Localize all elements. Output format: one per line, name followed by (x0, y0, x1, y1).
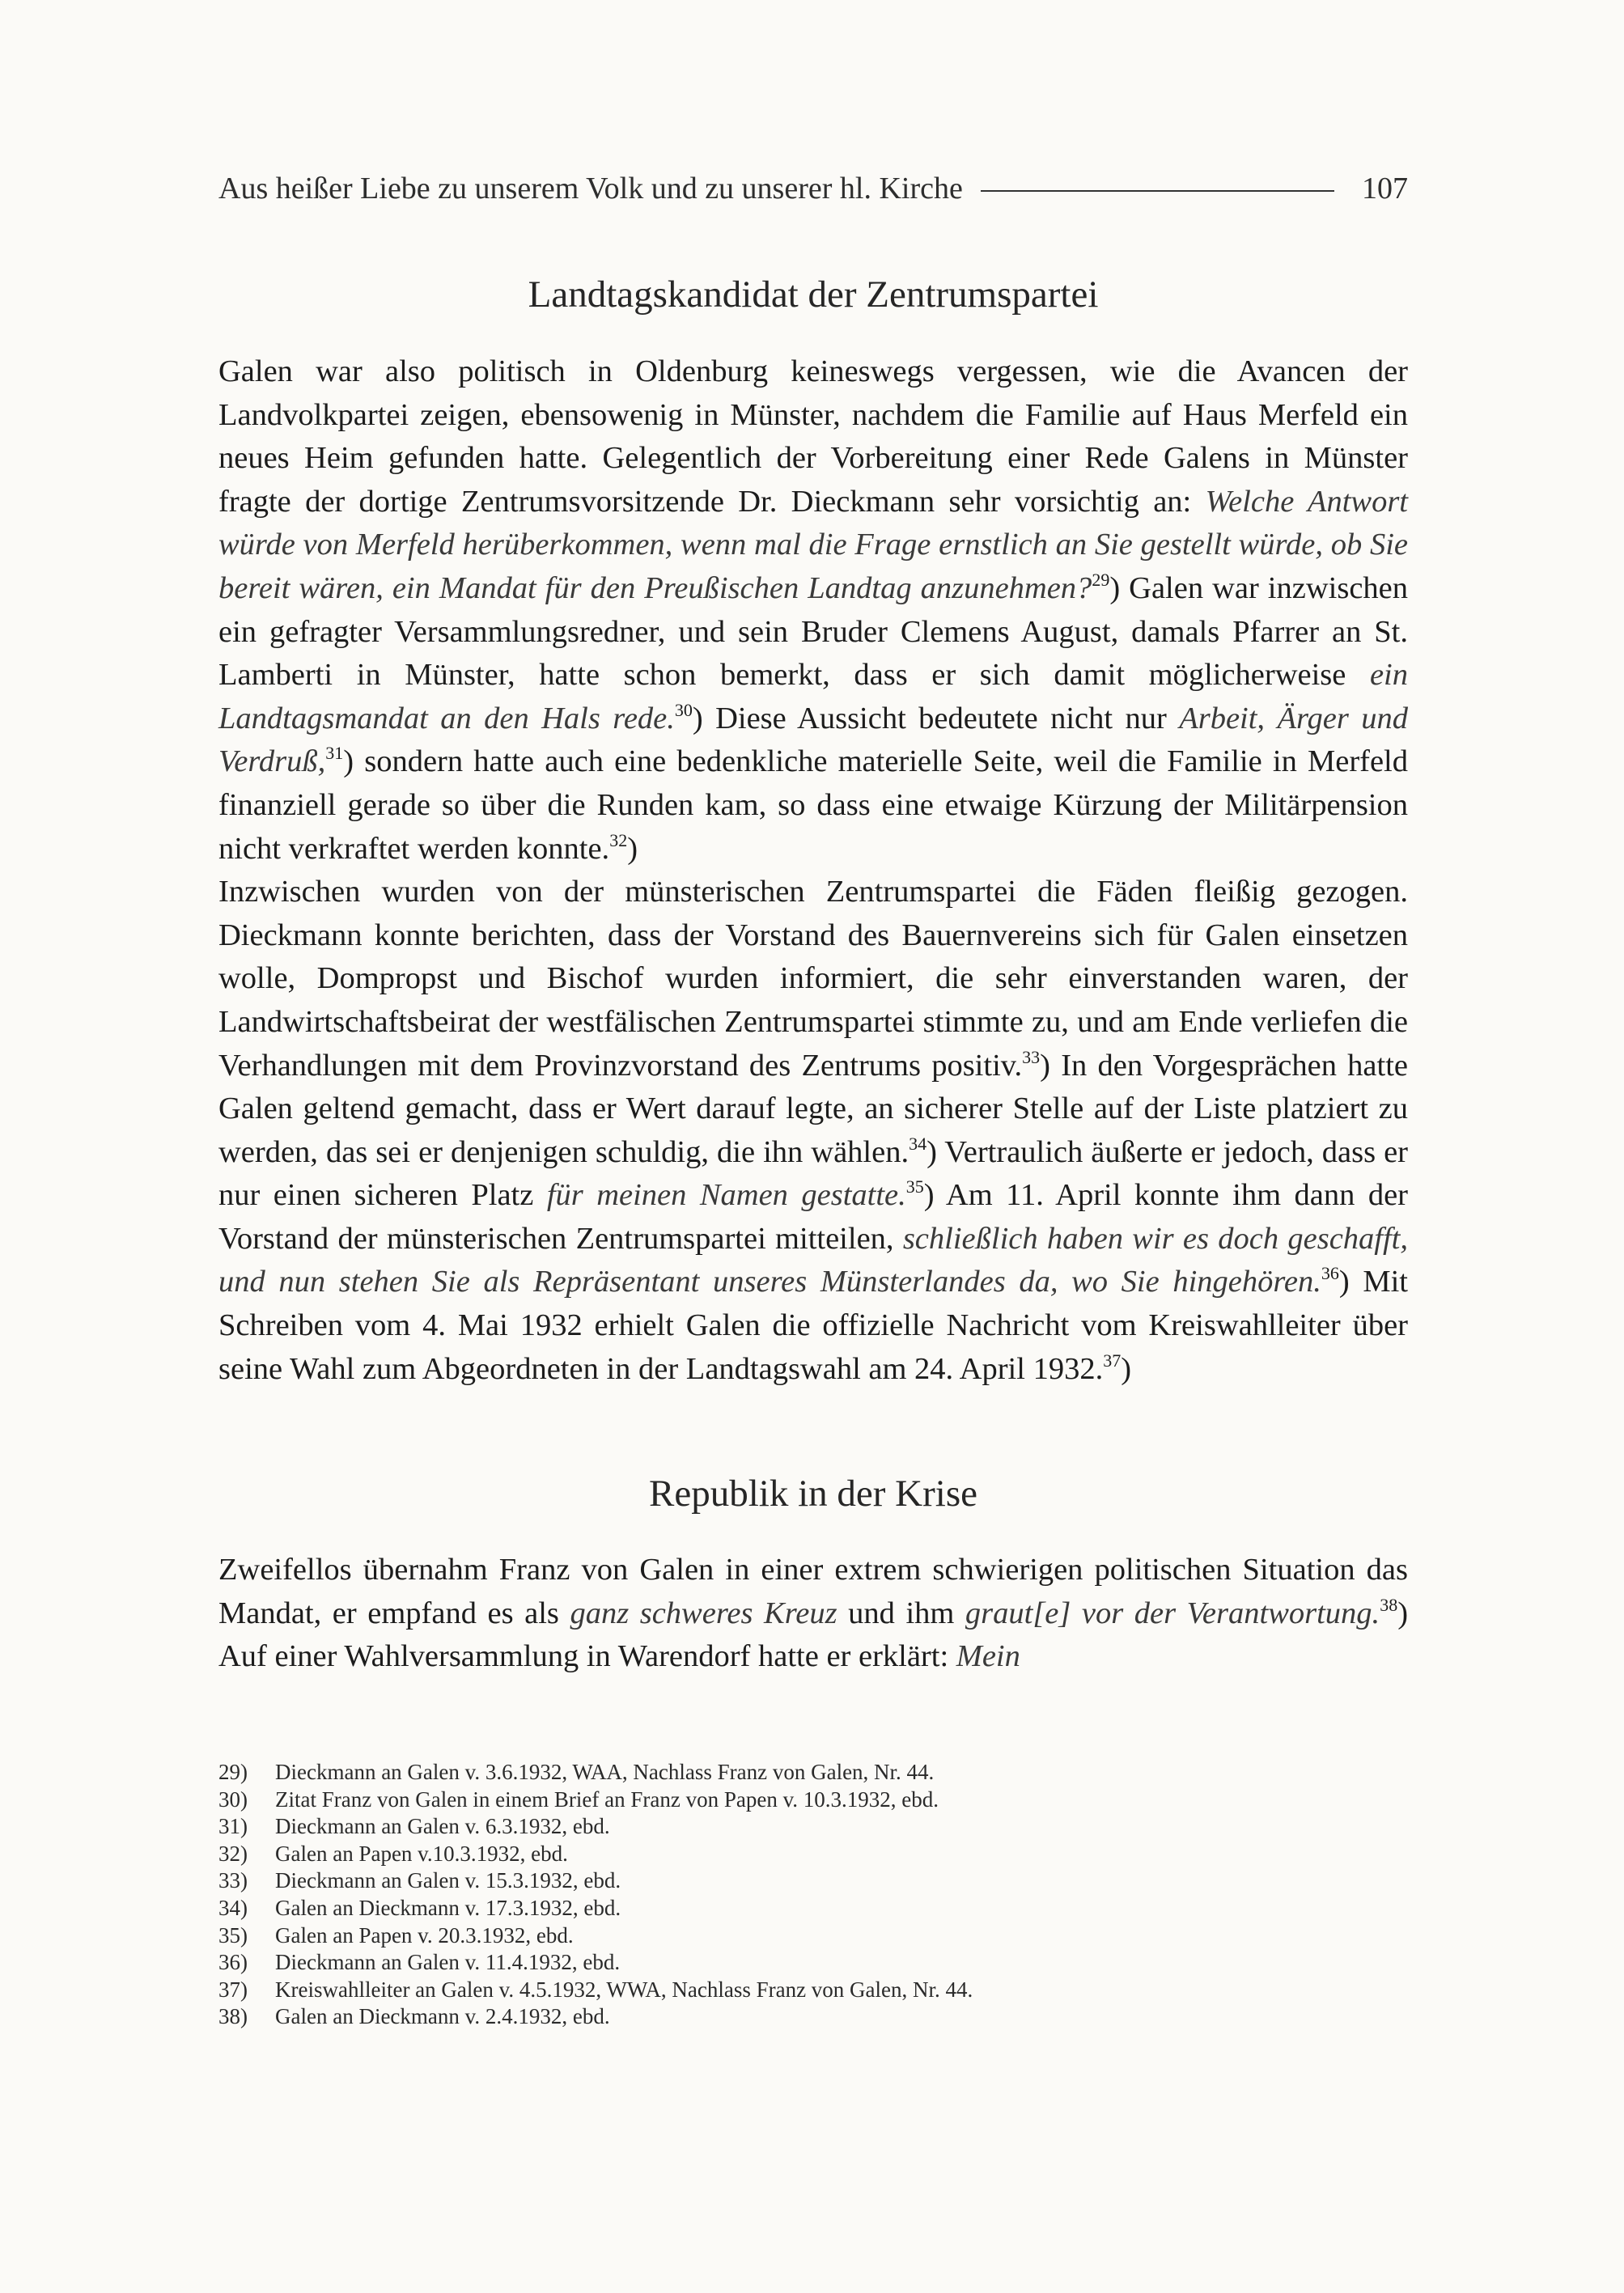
quote: graut[e] vor der Verantwortung. (965, 1596, 1380, 1630)
running-header (218, 168, 1408, 209)
paragraph: Galen war also politisch in Oldenburg keineswegs vergessen, wie die Avancen der Landvolkpartei zeigen, ebensowenig in Münster, nachdem die Familie auf Haus Merfeld ein neues Heim gefunden hatte. Gelegentlich der Vorbereitung einer Rede Galens in Münster fragte der dortige Zentrumsvorsitzende Dr. Dieckmann sehr vorsichtig an: Welche Antwort würde von Merfeld herüberkommen, wenn mal die Frage ernstlich an Sie gestellt würde, ob Sie bereit wären, ein Mandat für den Preußischen Landtag anzunehmen?$^{29}$) Galen war inzwischen ein gefragter Versammlungsredner, und sein Bruder Clemens August, damals Pfarrer an St. Lamberti in Münster, hatte schon bemerkt, dass er sich damit möglicherweise ein Landtagsmandat an den Hals rede.$^{30}$) Diese Aussicht bedeutete nicht nur Arbeit, Ärger und Verdruß,$^{31}$) sondern hatte auch eine bedenkliche materielle Seite, weil die Familie in Merfeld finanziell gerade so über die Runden kam, so dass eine etwaige Kürzung der Militärpension nicht verkraftet werden konnte.$^{32}$) (218, 354, 1409, 866)
section-1-body (218, 350, 1408, 1391)
footnote-ref: 29 (1092, 569, 1110, 590)
footnote: 38) Galen an Dieckmann v. 2.4.1932, ebd. (218, 2004, 610, 2029)
footnote: 37) Kreiswahlleiter an Galen v. 4.5.1932, WWA, Nachlass Franz von Galen, Nr. 44. (218, 1977, 973, 2002)
footnote-ref: 38 (1380, 1594, 1398, 1615)
footnote: 34) Galen an Dieckmann v. 17.3.1932, ebd. (218, 1895, 621, 1920)
paragraph: Inzwischen wurden von der münsterischen Zentrumspartei die Fäden fleißig gezogen. Dieckmann konnte berichten, dass der Vorstand des Bauernvereins sich für Galen einsetzen wolle, Dompropst und Bischof wurden informiert, die sehr einverstanden waren, der Landwirtschaftsbeirat der westfälischen Zentrumspartei stimmte zu, und am Ende verliefen die Verhandlungen mit dem Provinzvorstand des Zentrums positiv.$^{33}$) In den Vorgesprächen hatte Galen geltend gemacht, dass er Wert darauf legte, an sicherer Stelle auf der Liste platziert zu werden, das sei er denjenigen schuldig, die ihn wählen.$^{34}$) Vertraulich äußerte er jedoch, dass er nur einen sicheren Platz für meinen Namen gestatte.$^{35}$) Am 11. April konnte ihm dann der Vorstand der münsterischen Zentrumspartei mitteilen, schließlich haben wir es doch geschafft, und nun stehen Sie als Repräsentant unseres Münsterlandes da, wo Sie hingehören.$^{36}$) Mit Schreiben vom 4. Mai 1932 erhielt Galen die offizielle Nachricht vom Kreiswahlleiter über seine Wahl zum Abgeordneten in der Landtagswahl am 24. April 1932.37) (218, 875, 1409, 1386)
footnote: 36) Dieckmann an Galen v. 11.4.1932, ebd. (218, 1950, 621, 1975)
quote: ganz schweres Kreuz (570, 1596, 837, 1630)
footnote-ref: 30 (674, 699, 693, 720)
footnote: 35) Galen an Papen v. 20.3.1932, ebd. (218, 1922, 574, 1948)
footnote-ref: 32 (609, 829, 628, 850)
footnotes (218, 1759, 1408, 2031)
quote: Mein (956, 1639, 1020, 1674)
quote: für meinen Namen gestatte. (546, 1178, 906, 1213)
section-heading: Republik in der Krise (649, 1473, 977, 1515)
footnote-ref: 37 (1103, 1350, 1122, 1371)
section-heading: Landtagskandidat der Zentrumspartei (528, 273, 1099, 316)
quote: ein Landtagsmandat an den Hals rede. (218, 658, 1408, 735)
section-landtagskandidat (218, 270, 1408, 319)
section-republik (218, 1469, 1408, 1518)
quote: Welche Antwort würde von Merfeld herüberkommen, wenn mal die Frage ernstlich an Sie gestellt würde, ob Sie bereit wären, ein Mandat für den Preußischen Landtag anzunehmen? (218, 484, 1409, 605)
paragraph: Zweifellos übernahm Franz von Galen in einer extrem schwierigen politischen Situation das Mandat, er empfand es als ganz schweres Kreuz und ihm graut[e] vor der Verantwortung.$^{38}$) Auf einer Wahlversammlung in Warendorf hatte er erklärt: Mein (218, 1553, 1409, 1674)
section-2-body (218, 1549, 1408, 1679)
quote: Arbeit, Ärger und Verdruß, (218, 701, 1408, 779)
footnote: 30) Zitat Franz von Galen in einem Brief an Franz von Papen v. 10.3.1932, ebd. (218, 1787, 939, 1812)
footnote-ref: 36 (1321, 1263, 1339, 1284)
footnote: 29) Dieckmann an Galen v. 3.6.1932, WAA, Nachlass Franz von Galen, Nr. 44. (218, 1760, 935, 1784)
footnote: 33) Dieckmann an Galen v. 15.3.1932, ebd. (218, 1868, 621, 1893)
quote: schließlich haben wir es doch geschafft, und nun stehen Sie als Repräsentant unseres Münsterlandes da, wo Sie hingehören. (218, 1221, 1409, 1299)
footnote: 32) Galen an Papen v.10.3.1932, ebd. (218, 1841, 568, 1866)
footnote: 31) Dieckmann an Galen v. 6.3.1932, ebd. (218, 1814, 610, 1839)
running-title: Aus heißer Liebe zu unserem Volk und zu unserer hl. Kirche (218, 172, 963, 206)
footnote-ref: 33 (1022, 1046, 1041, 1067)
header-rule (981, 190, 1334, 192)
footnote-ref: 35 (905, 1176, 924, 1197)
footnote-ref: 34 (909, 1133, 927, 1154)
page-number: 107 (1362, 172, 1408, 206)
footnote-ref: 31 (325, 743, 344, 764)
